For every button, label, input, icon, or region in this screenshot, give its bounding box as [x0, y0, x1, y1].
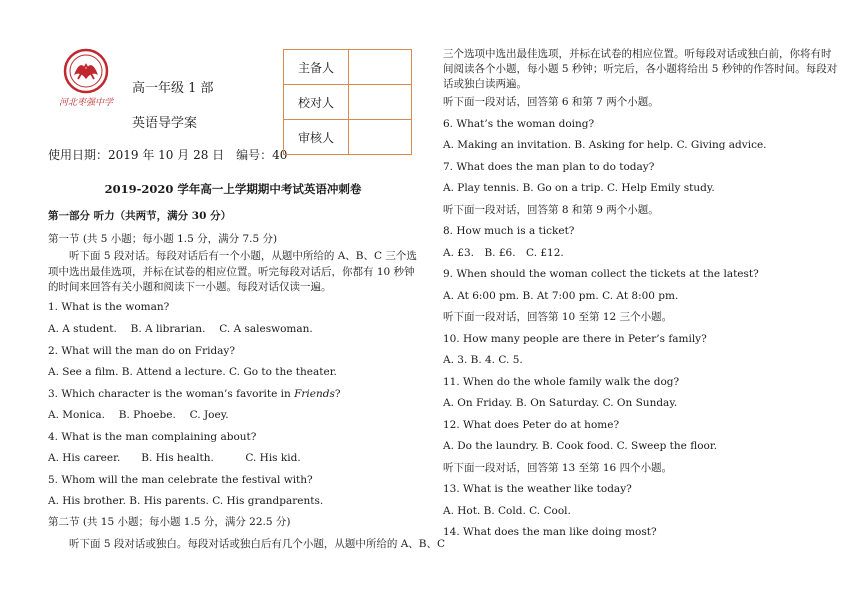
section2-instructions-cont-2: 间阅读各个小题，每小题 5 秒钟；听完后，各小题将给出 5 秒钟的作答时间。每段对: [443, 63, 838, 75]
doc-type-label: 英语导学案: [132, 116, 198, 131]
question-6: 6. What’s the woman doing?: [443, 118, 595, 130]
right-column: [443, 0, 838, 606]
question-14: 14. What does the man like doing most?: [443, 526, 657, 538]
question-12: 12. What does Peter do at home?: [443, 419, 620, 431]
question-6-options: A. Making an invitation. B. Asking for help. C. Giving advice.: [443, 139, 767, 151]
question-8-options: A. £3. B. £6. C. £12.: [443, 247, 564, 259]
section2-instructions-cont-1: 三个选项中选出最佳选项，并标在试卷的相应位置。听每段对话或独白前，你将有时: [443, 48, 832, 60]
question-13: 13. What is the weather like today?: [443, 483, 632, 495]
section2-instructions-start: 听下面 5 段对话或独白。每段对话或独白后有几个小题，从题中所给的 A、B、C: [69, 538, 446, 550]
section1-instructions: 听下面 5 段对话。每段对话后有一个小题，从题中所给的 A、B、C 三个选项中选出最佳选项，并标在试卷的相应位置。听完每段对话后，你都有 10 秒钟的时间来回答有关小题和阅读下一小题。每段对话仅读一遍。: [48, 250, 417, 293]
department-label: 高一年级 1 部: [132, 81, 214, 96]
question-3: [48, 387, 340, 402]
lead-8-9: 听下面一段对话，回答第 8 和第 9 两个小题。: [443, 204, 659, 216]
question-8: 8. How much is a ticket?: [443, 225, 575, 237]
question-4-options: A. His career. B. His health. C. His kid.: [48, 452, 301, 464]
question-1-options: A. A student. B. A librarian. C. A saleswoman.: [48, 323, 313, 335]
part1-heading: 第一部分 听力（共两节，满分 30 分）: [48, 210, 232, 222]
question-9-options: A. At 6:00 pm. B. At 7:00 pm. C. At 8:00 pm.: [443, 290, 679, 302]
question-10-options: A. 3. B. 4. C. 5.: [443, 354, 523, 366]
question-11: 11. When do the whole family walk the dog?: [443, 376, 680, 388]
question-7: 7. What does the man plan to do today?: [443, 161, 655, 173]
question-3-show-title: Friends: [294, 388, 335, 400]
svg-text:河北枣强中学: 河北枣强中学: [58, 98, 114, 108]
section1-heading: 第一节 (共 5 小题；每小题 1.5 分，满分 7.5 分): [48, 233, 278, 245]
question-13-options: A. Hot. B. Cold. C. Cool.: [443, 505, 571, 517]
question-5-options: A. His brother. B. His parents. C. His grandparents.: [48, 495, 324, 507]
question-2: 2. What will the man do on Friday?: [48, 345, 235, 357]
reviewer-label: 审核人: [284, 120, 349, 155]
left-column: [48, 0, 446, 606]
usage-date-number: 使用日期：2019 年 10 月 28 日 编号：40: [48, 148, 288, 162]
preparer-label: 主备人: [284, 50, 349, 85]
section2-instructions-cont-3: 话或独白读两遍。: [443, 78, 527, 90]
question-5: 5. Whom will the man celebrate the festival with?: [48, 474, 313, 486]
question-3-text: 3. Which character is the woman’s favorite in: [48, 388, 295, 400]
section2-heading: 第二节 (共 15 小题；每小题 1.5 分，满分 22.5 分): [48, 516, 291, 528]
question-2-options: A. See a film. B. Attend a lecture. C. Go to the theater.: [48, 366, 337, 378]
proofreader-label: 校对人: [284, 85, 349, 120]
question-3-options: A. Monica. B. Phoebe. C. Joey.: [48, 409, 229, 421]
question-10: 10. How many people are there in Peter’s family?: [443, 333, 707, 345]
question-4: 4. What is the man complaining about?: [48, 431, 257, 443]
lead-10-12: 听下面一段对话，回答第 10 至第 12 三个小题。: [443, 311, 673, 323]
question-7-options: A. Play tennis. B. Go on a trip. C. Help Emily study.: [443, 182, 715, 194]
question-3-mark: ?: [334, 388, 341, 400]
lead-13-16: 听下面一段对话，回答第 13 至第 16 四个小题。: [443, 462, 673, 474]
question-1: 1. What is the woman?: [48, 301, 170, 313]
exam-title: 2019-2020 学年高一上学期期中考试英语冲刺卷: [104, 182, 362, 196]
question-11-options: A. On Friday. B. On Saturday. C. On Sunday.: [443, 397, 678, 409]
lead-6-7: 听下面一段对话，回答第 6 和第 7 两个小题。: [443, 96, 659, 108]
question-9: 9. When should the woman collect the tickets at the latest?: [443, 268, 759, 280]
question-12-options: A. Do the laundry. B. Cook food. C. Sweep the floor.: [443, 440, 718, 452]
